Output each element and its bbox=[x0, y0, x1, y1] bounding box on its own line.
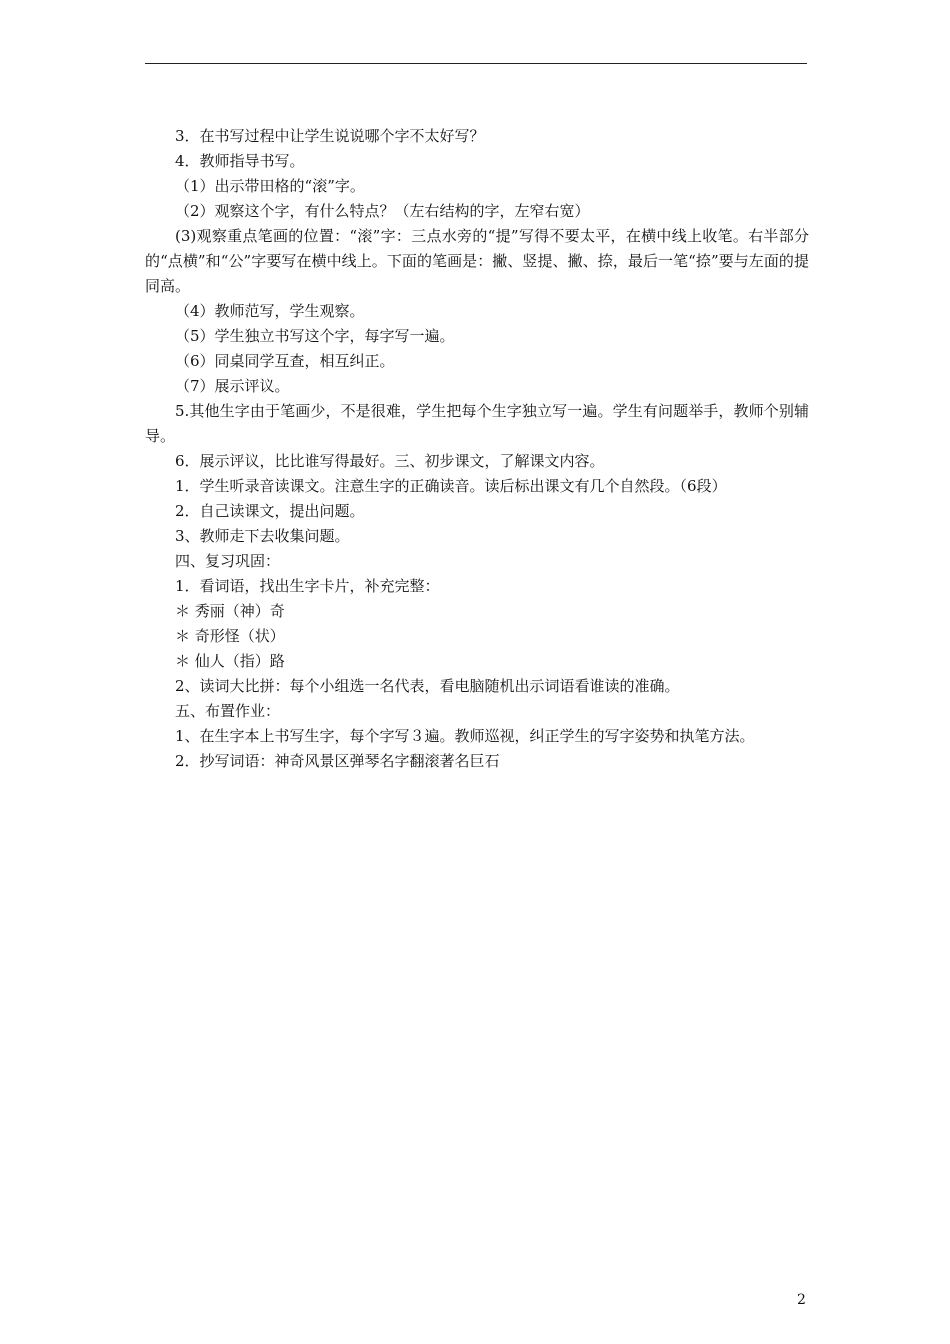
text-paragraph: (3)观察重点笔画的位置：“滚”字：三点水旁的“提”写得不要太平，在横中线上收笔。右半部分的“点横”和“公”字要写在横中线上。下面的笔画是：撇、竖提、撇、捺，最后一笔“捺”要与左面的提同高。 bbox=[145, 227, 809, 295]
list-item: ＊ 秀丽（神）奇 bbox=[175, 602, 285, 620]
list-item: ＊ 仙人（指）路 bbox=[175, 652, 285, 670]
text-line: 3．在书写过程中让学生说说哪个字不太好写？ bbox=[175, 127, 485, 145]
text-paragraph: 5.其他生字由于笔画少，不是很难，学生把每个生字独立写一遍。学生有问题举手，教师个别辅导。 bbox=[145, 402, 809, 445]
text-line: （7）展示评议。 bbox=[175, 377, 290, 395]
text-line: 3、教师走下去收集问题。 bbox=[175, 527, 350, 545]
document-body bbox=[145, 124, 809, 774]
text-line: 1．看词语，找出生字卡片，补充完整： bbox=[175, 577, 440, 595]
section-heading: 四、复习巩固： bbox=[175, 552, 281, 570]
text-line: 1、在生字本上书写生字，每个字写３遍。教师巡视，纠正学生的写字姿势和执笔方法。 bbox=[175, 727, 755, 745]
text-line: （2）观察这个字，有什么特点？（左右结构的字，左窄右宽） bbox=[175, 202, 590, 220]
text-line: （5）学生独立书写这个字，每字写一遍。 bbox=[175, 327, 455, 345]
text-line: 2．抄写词语：神奇风景区弹琴名字翻滚著名巨石 bbox=[175, 752, 500, 770]
header-rule bbox=[145, 63, 807, 64]
text-line: 2．自己读课文，提出问题。 bbox=[175, 502, 365, 520]
page-number: 2 bbox=[797, 1292, 806, 1308]
list-item: ＊ 奇形怪（状） bbox=[175, 627, 285, 645]
section-heading: 五、布置作业： bbox=[175, 702, 281, 720]
text-line: （6）同桌同学互查，相互纠正。 bbox=[175, 352, 395, 370]
text-line: 4．教师指导书写。 bbox=[175, 152, 305, 170]
text-line: 2、读词大比拼：每个小组选一名代表，看电脑随机出示词语看谁读的准确。 bbox=[175, 677, 680, 695]
text-line: 1．学生听录音读课文。注意生字的正确读音。读后标出课文有几个自然段。（6段） bbox=[175, 477, 727, 495]
text-line: 6．展示评议，比比谁写得最好。三、初步课文，了解课文内容。 bbox=[175, 452, 605, 470]
text-line: （4）教师范写，学生观察。 bbox=[175, 302, 365, 320]
text-line: （1）出示带田格的“滚”字。 bbox=[175, 177, 365, 195]
